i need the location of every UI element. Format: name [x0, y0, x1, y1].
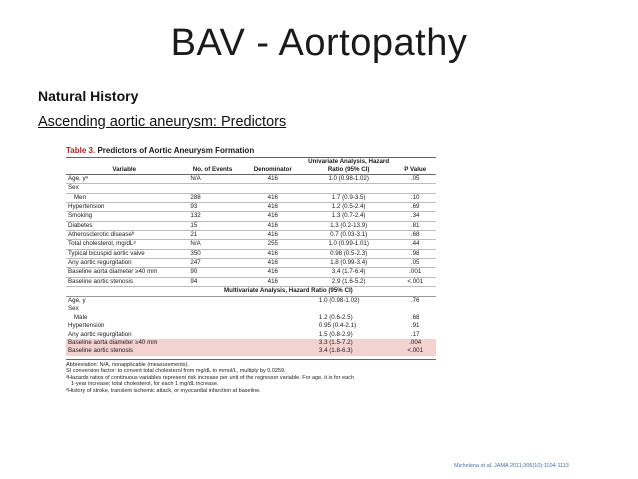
table-row: [66, 249, 436, 258]
row-hazard-ratio: 2.9 (1.6-5.2): [303, 277, 394, 286]
row-events: 94: [182, 277, 242, 286]
data-table: [66, 158, 436, 356]
row-p-value: .81: [394, 221, 436, 230]
row-p-value: [394, 305, 436, 313]
row-variable: Age, y: [68, 297, 86, 305]
row-denominator: 416: [243, 193, 303, 202]
col-variable: Variable: [66, 158, 182, 175]
row-variable: Baseline aorta diameter ≥40 mm: [66, 339, 182, 347]
table-row: [66, 347, 436, 355]
row-variable: Baseline aortic stenosis: [66, 347, 182, 355]
row-hazard-ratio: 3.4 (1.8-6.3): [303, 347, 394, 355]
row-hazard-ratio: 1.2 (0.6-2.5): [318, 313, 353, 321]
row-denominator: 416: [243, 175, 303, 184]
row-hazard-ratio: 0.98 (0.5-2.3): [303, 249, 394, 258]
row-variable: Male: [74, 313, 88, 321]
row-p-value: .69: [394, 203, 436, 212]
row-events: N/A: [182, 175, 242, 184]
row-variable: Atherosclerotic diseaseᵇ: [66, 231, 182, 240]
row-events: 247: [182, 259, 242, 268]
slide-heading: Ascending aortic aneurysm: Predictors: [38, 114, 287, 130]
row-p-value: .17: [410, 330, 420, 338]
row-variable: Smoking: [66, 212, 182, 221]
row-variable: Diabetes: [66, 221, 182, 230]
footnote: SI conversion factor: to convert total cholesterol from mg/dL to mmol/L, multiply by 0.0259.: [66, 368, 286, 375]
row-variable: Total cholesterol, mg/dLᵃ: [66, 240, 182, 249]
multivariate-header-row: [66, 287, 436, 297]
row-hazard-ratio: 0.7 (0.03-3.1): [303, 231, 394, 240]
table-number: Table 3.: [66, 146, 96, 155]
row-p-value: .05: [394, 259, 436, 268]
row-p-value: .34: [394, 212, 436, 221]
table-row: [66, 339, 436, 347]
row-hazard-ratio: 1.2 (0.5-2.4): [303, 203, 394, 212]
row-events: 288: [182, 193, 242, 202]
multivariate-body: [66, 287, 436, 356]
row-hazard-ratio: 0.95 (0.4-2.1): [318, 322, 357, 330]
footnote: Abbreviation: N/A, nonapplicable (measurements).: [66, 361, 189, 368]
table-row: [66, 203, 436, 212]
row-events: [182, 184, 242, 193]
row-events: 350: [182, 249, 242, 258]
table-row: [66, 314, 436, 322]
table-row: [66, 259, 436, 268]
row-p-value: .05: [394, 175, 436, 184]
row-denominator: 416: [243, 268, 303, 277]
row-hazard-ratio: 1.0 (0.99-1.01): [303, 240, 394, 249]
row-variable: Hypertension: [68, 322, 105, 330]
row-p-value: .91: [410, 322, 420, 330]
table-row: [66, 184, 436, 193]
row-variable: Any aortic regurgitation: [66, 259, 182, 268]
table-caption-text: Predictors of Aortic Aneurysm Formation: [97, 146, 255, 155]
table-row: [66, 277, 436, 286]
row-variable: Age, yᵃ: [66, 175, 182, 184]
row-hazard-ratio: 1.3 (0.2-13.9): [303, 221, 394, 230]
table-row: [66, 305, 436, 313]
citation: Michelena et al. JAMA 2011;306(10):1104-1113: [454, 463, 569, 469]
table-row: [66, 322, 436, 330]
row-denominator: 416: [243, 203, 303, 212]
table-row: [66, 331, 436, 339]
col-univariate: Univariate Analysis, Hazard Ratio (95% CI): [303, 158, 394, 175]
row-hazard-ratio: 1.5 (0.8-2.9): [318, 330, 353, 338]
row-p-value: [394, 184, 436, 193]
row-hazard-ratio: 1.0 (0.98-1.02): [303, 175, 394, 184]
row-p-value: <.001: [394, 277, 436, 286]
row-events: 132: [182, 212, 242, 221]
row-variable: Sex: [68, 305, 79, 313]
row-variable: Baseline aorta diameter ≥40 mm: [66, 268, 182, 277]
table-row: [66, 193, 436, 202]
table-header-row: [66, 158, 436, 175]
row-events: 93: [182, 203, 242, 212]
row-p-value: .68: [394, 231, 436, 240]
footnote: 1-year increase; total cholesterol, for each 1 mg/dL increase.: [71, 381, 219, 388]
predictors-table: [66, 145, 436, 395]
table-row: [66, 240, 436, 249]
row-variable: Hypertension: [66, 203, 182, 212]
univariate-body: [66, 175, 436, 287]
row-denominator: 416: [243, 231, 303, 240]
table-row: [66, 297, 436, 306]
footnote: ᵃHazards ratios of continuous variables represent risk increase per unit of the regressor variable. For age, it is for each: [66, 374, 354, 381]
row-hazard-ratio: 3.4 (1.7-6.4): [303, 268, 394, 277]
row-p-value: .004: [394, 339, 436, 347]
row-events: 21: [182, 231, 242, 240]
table-caption: [66, 145, 436, 158]
row-variable: Any aortic regurgitation: [68, 330, 132, 338]
slide-subtitle: Natural History: [38, 88, 139, 104]
row-hazard-ratio: 1.3 (0.7-2.4): [303, 212, 394, 221]
table-footnotes: [66, 359, 436, 395]
table-row: [66, 268, 436, 277]
row-p-value: .10: [394, 193, 436, 202]
row-p-value: <.001: [394, 347, 436, 355]
row-hazard-ratio: 1.0 (0.98-1.02): [318, 297, 360, 305]
row-variable: Men: [66, 193, 182, 202]
row-variable: Baseline aortic stenosis: [66, 277, 182, 286]
row-denominator: 416: [243, 259, 303, 268]
row-denominator: 416: [243, 212, 303, 221]
row-p-value: .44: [394, 240, 436, 249]
slide-title: BAV - Aortopathy: [170, 22, 468, 64]
row-hazard-ratio: [303, 305, 394, 313]
row-events: 15: [182, 221, 242, 230]
row-variable: Typical bicuspid aortic valve: [66, 249, 182, 258]
table-row: [66, 221, 436, 230]
row-denominator: [243, 184, 303, 193]
multivariate-header: Multivariate Analysis, Hazard Ratio (95% CI): [182, 287, 394, 297]
row-denominator: 416: [243, 277, 303, 286]
row-denominator: 255: [243, 240, 303, 249]
row-events: N/A: [182, 240, 242, 249]
table-row: [66, 231, 436, 240]
row-p-value: .98: [394, 249, 436, 258]
col-events: No. of Events: [182, 158, 242, 175]
table-row: [66, 175, 436, 184]
row-hazard-ratio: 1.7 (0.9-3.5): [303, 193, 394, 202]
row-events: 90: [182, 268, 242, 277]
col-p-value: P Value: [394, 158, 436, 175]
footnote: ᵇHistory of stroke, transient ischemic attack, or myocardial infarction at baseline.: [66, 387, 261, 394]
row-denominator: 416: [243, 221, 303, 230]
row-hazard-ratio: [303, 184, 394, 193]
row-p-value: .76: [410, 297, 420, 305]
col-denominator: Denominator: [243, 158, 303, 175]
row-denominator: 416: [243, 249, 303, 258]
row-p-value: .001: [394, 268, 436, 277]
row-hazard-ratio: 3.3 (1.5-7.2): [303, 339, 394, 347]
table-row: [66, 212, 436, 221]
row-p-value: .68: [410, 313, 420, 321]
row-variable: Sex: [66, 184, 182, 193]
row-hazard-ratio: 1.8 (0.99-3.4): [303, 259, 394, 268]
